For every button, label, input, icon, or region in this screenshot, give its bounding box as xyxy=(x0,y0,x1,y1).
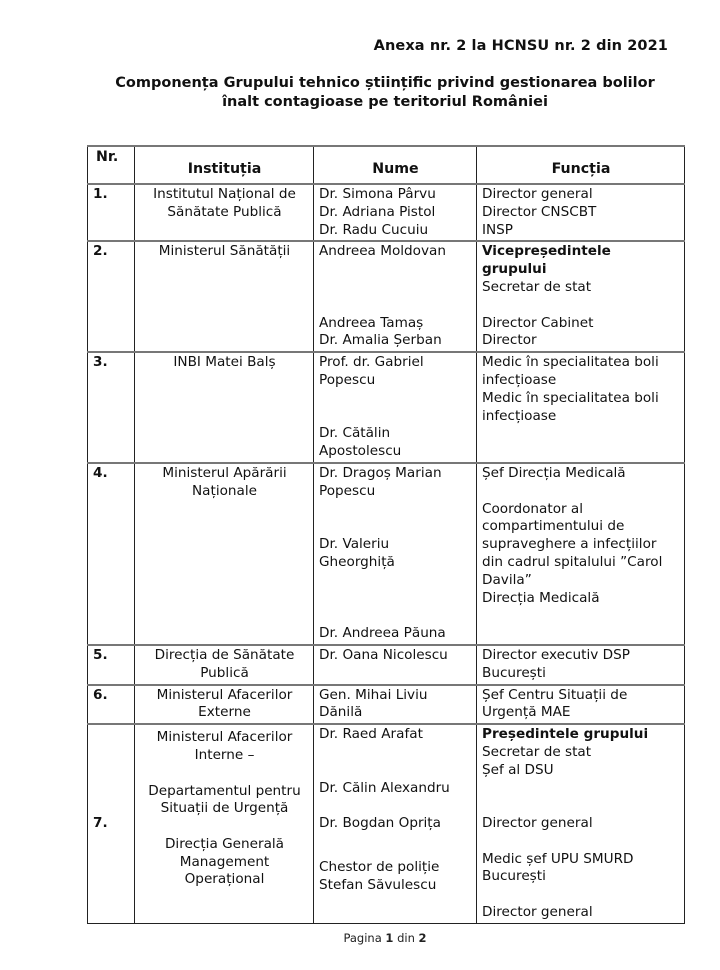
title-line-2: înalt contagioase pe teritoriul României xyxy=(222,94,548,110)
institution-line: Direcția Generală xyxy=(164,835,285,852)
names-cell xyxy=(314,685,477,725)
institution-cell xyxy=(135,463,314,645)
function-line: Secretar de stat xyxy=(482,743,592,760)
person-name: Dr. Simona Pârvu xyxy=(319,186,436,202)
institution-line: Naționale xyxy=(191,482,257,499)
institution-line: Ministerul Afacerilor xyxy=(156,686,293,703)
names-cell xyxy=(314,241,477,352)
composition-table xyxy=(87,145,685,924)
function-line: Urgență MAE xyxy=(482,704,571,721)
function-line: din cadrul spitalului ”Carol xyxy=(482,553,663,570)
function-line: Direcția Medicală xyxy=(482,589,600,606)
function-line: Șef al DSU xyxy=(482,761,554,778)
person-name: Dr. Cătălin xyxy=(319,425,391,442)
footer-prefix: Pagina xyxy=(343,931,382,945)
institution-line: Institutul Național de xyxy=(153,186,296,202)
institution-line: Situații de Urgență xyxy=(160,800,289,817)
person-name: Gheorghiță xyxy=(319,553,395,570)
institution-cell xyxy=(135,685,314,725)
page-total: 2 xyxy=(418,931,427,945)
header-institution: Instituția xyxy=(135,146,314,184)
function-line: Director xyxy=(482,332,537,349)
function-line: Director CNSCBT xyxy=(482,203,597,220)
person-name: Dr. Adriana Pistol xyxy=(319,203,436,220)
institution-line: Direcția de Sănătate xyxy=(154,646,295,663)
function-role-bold: grupului xyxy=(482,261,547,278)
person-name: Dr. Andreea Păuna xyxy=(319,625,446,642)
function-line: Director Cabinet xyxy=(482,314,594,331)
function-line: Coordonator al xyxy=(482,500,584,517)
person-name: Chestor de poliție xyxy=(319,858,440,875)
person-name: Stefan Săvulescu xyxy=(319,876,437,893)
person-name: Andreea Tamaș xyxy=(319,314,424,331)
institution-cell xyxy=(135,724,314,923)
table-row xyxy=(88,645,685,685)
functions-cell xyxy=(477,184,685,241)
names-cell xyxy=(314,184,477,241)
header-nr: Nr. xyxy=(88,146,135,184)
function-line: Șef Centru Situații de xyxy=(482,686,628,703)
table-row xyxy=(88,724,685,923)
institution-line: Management xyxy=(179,853,270,870)
names-cell xyxy=(314,645,477,685)
row-number: 5. xyxy=(88,645,135,685)
person-name: Andreea Moldovan xyxy=(319,243,446,260)
institution-line: Ministerul Sănătății xyxy=(158,243,291,260)
annex-reference: Anexa nr. 2 la HCNSU nr. 2 din 2021 xyxy=(373,38,668,54)
function-line: infecțioase xyxy=(482,371,557,388)
header-function: Funcția xyxy=(477,146,685,184)
table-row xyxy=(88,352,685,463)
person-name: Gen. Mihai Liviu xyxy=(319,686,428,703)
person-name: Popescu xyxy=(319,371,376,388)
institution-line: Publică xyxy=(200,664,249,681)
header-name: Nume xyxy=(314,146,477,184)
page-current: 1 xyxy=(385,931,394,945)
row-number: 2. xyxy=(88,241,135,352)
functions-cell xyxy=(477,463,685,645)
institution-line: Operațional xyxy=(184,871,265,888)
function-role-bold: Vicepreședintele xyxy=(482,243,611,260)
person-name: Dr. Raed Arafat xyxy=(319,726,423,743)
function-line: supraveghere a infecțiilor xyxy=(482,536,657,553)
person-name: Prof. dr. Gabriel xyxy=(319,354,424,371)
footer-sep: din xyxy=(397,931,415,945)
row-number: 1. xyxy=(88,184,135,241)
institution-cell xyxy=(135,241,314,352)
person-name: Dănilă xyxy=(319,704,363,721)
person-name: Dr. Oana Nicolescu xyxy=(319,646,448,663)
person-name: Dr. Amalia Șerban xyxy=(319,332,442,349)
institution-line: Externe xyxy=(198,704,251,721)
person-name: Popescu xyxy=(319,482,376,499)
institution-line: Ministerul Apărării xyxy=(162,464,287,481)
function-line: Director general xyxy=(482,904,593,921)
institution-line: INBI Matei Balș xyxy=(173,354,276,371)
function-line: București xyxy=(482,868,546,885)
institution-line: Ministerul Afacerilor xyxy=(156,729,293,746)
row-number: 7. xyxy=(88,724,135,923)
person-name: Dr. Valeriu xyxy=(319,536,390,553)
institution-line: Interne – xyxy=(194,746,255,763)
person-name: Dr. Bogdan Oprița xyxy=(319,815,441,832)
function-line: Medic în specialitatea boli xyxy=(482,354,659,371)
row-number: 6. xyxy=(88,685,135,725)
function-line: București xyxy=(482,664,546,681)
functions-cell xyxy=(477,645,685,685)
institution-line: Sănătate Publică xyxy=(167,203,282,220)
functions-cell xyxy=(477,241,685,352)
title-line-1: Componența Grupului tehnico științific privind gestionarea bolilor xyxy=(115,75,655,91)
function-line: Director general xyxy=(482,186,593,202)
function-line: INSP xyxy=(482,221,514,238)
person-name: Dr. Dragoș Marian xyxy=(319,464,442,481)
person-name: Dr. Călin Alexandru xyxy=(319,779,450,796)
functions-cell xyxy=(477,724,685,923)
table-row xyxy=(88,463,685,645)
function-line: infecțioase xyxy=(482,407,557,424)
table-row xyxy=(88,241,685,352)
function-line: Director executiv DSP xyxy=(482,646,630,663)
table-header-row xyxy=(88,146,685,184)
names-cell xyxy=(314,724,477,923)
document-title xyxy=(0,74,720,112)
names-cell xyxy=(314,352,477,463)
institution-line: Departamentul pentru xyxy=(148,782,301,799)
function-line: Șef Direcția Medicală xyxy=(482,464,626,481)
table-row xyxy=(88,685,685,725)
institution-cell xyxy=(135,645,314,685)
functions-cell xyxy=(477,685,685,725)
row-number: 3. xyxy=(88,352,135,463)
institution-cell xyxy=(135,352,314,463)
function-line: compartimentului de xyxy=(482,518,625,535)
row-number: 4. xyxy=(88,463,135,645)
names-cell xyxy=(314,463,477,645)
table-row xyxy=(88,184,685,241)
function-role-bold: Președintele grupului xyxy=(482,726,649,743)
function-line: Medic șef UPU SMURD xyxy=(482,850,634,867)
functions-cell xyxy=(477,352,685,463)
function-line: Davila” xyxy=(482,571,532,588)
institution-cell xyxy=(135,184,314,241)
function-line: Secretar de stat xyxy=(482,278,592,295)
page-footer xyxy=(0,931,720,945)
function-line: Director general xyxy=(482,815,593,832)
person-name: Apostolescu xyxy=(319,443,402,460)
person-name: Dr. Radu Cucuiu xyxy=(319,221,429,238)
function-line: Medic în specialitatea boli xyxy=(482,389,659,406)
